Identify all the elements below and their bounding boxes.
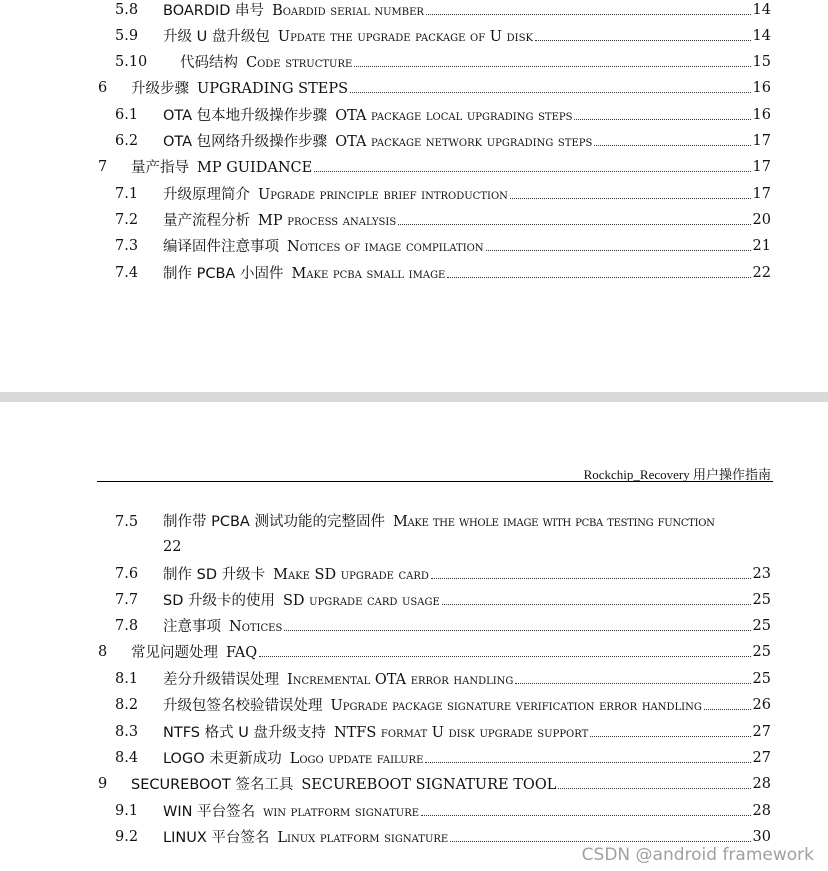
toc-entry[interactable] bbox=[0, 131, 828, 151]
toc-entry-title-cn: 代码结构 bbox=[180, 55, 238, 71]
toc-dot-leader bbox=[574, 105, 751, 120]
toc-entry[interactable] bbox=[0, 184, 828, 204]
toc-dot-leader bbox=[284, 616, 751, 631]
toc-entry-title-en: Code structure bbox=[246, 55, 353, 71]
toc-entry-page: 17 bbox=[752, 186, 771, 202]
toc-entry-number: 7.6 bbox=[115, 566, 139, 582]
toc-dot-leader bbox=[510, 184, 751, 199]
toc-entry-title bbox=[131, 642, 753, 663]
toc-entry-page: 25 bbox=[752, 618, 771, 634]
toc-entry[interactable] bbox=[0, 512, 828, 556]
toc-dot-leader bbox=[535, 26, 751, 41]
toc-dot-leader bbox=[447, 263, 751, 278]
toc-page-lower bbox=[0, 402, 828, 871]
toc-entry-number: 6 bbox=[98, 80, 108, 96]
toc-entry[interactable] bbox=[0, 78, 828, 98]
toc-entry-title bbox=[163, 590, 753, 611]
toc-entry-title-cn: WIN 平台签名 bbox=[163, 804, 256, 820]
toc-entry-page: 16 bbox=[752, 80, 771, 96]
toc-entry[interactable] bbox=[0, 263, 828, 283]
toc-entry-title-en: Make the whole image with pcba testing function bbox=[392, 514, 715, 530]
header-doc-subtitle: 用户操作指南 bbox=[692, 468, 771, 483]
toc-entry-page: 16 bbox=[752, 107, 771, 123]
toc-entry[interactable] bbox=[0, 105, 828, 125]
toc-entry-title-cn: SD 升级卡的使用 bbox=[163, 593, 275, 609]
toc-entry[interactable] bbox=[0, 695, 828, 715]
toc-entry-number: 7.3 bbox=[115, 238, 139, 254]
toc-entry-number: 7 bbox=[98, 159, 108, 175]
toc-entry-title-cn: OTA 包本地升级操作步骤 bbox=[163, 108, 328, 124]
toc-entry-title-en: UPGRADING STEPS bbox=[197, 81, 349, 97]
toc-entry-title bbox=[163, 512, 715, 532]
toc-entry-number: 7.7 bbox=[115, 592, 139, 608]
toc-entry-title-en: Linux platform signature bbox=[277, 830, 449, 846]
toc-entry-title bbox=[163, 669, 753, 690]
toc-entry-title-en: OTA package network upgrading steps bbox=[335, 134, 593, 150]
page-separator bbox=[0, 392, 828, 402]
toc-entry-number: 7.1 bbox=[115, 186, 139, 202]
toc-entry-page: 28 bbox=[752, 776, 771, 792]
toc-entry-title-en: Logo update failure bbox=[289, 751, 424, 767]
toc-entry-title bbox=[163, 801, 753, 822]
toc-dot-leader bbox=[426, 0, 751, 15]
toc-entry-title-cn: 升级 U 盘升级包 bbox=[163, 29, 270, 45]
toc-dot-leader bbox=[450, 827, 751, 842]
toc-entry-title bbox=[163, 131, 753, 152]
toc-entry-title-cn: LINUX 平台签名 bbox=[163, 830, 270, 846]
toc-entry[interactable] bbox=[0, 590, 828, 610]
toc-entry-title-en: MP process analysis bbox=[258, 213, 397, 229]
toc-entry[interactable] bbox=[0, 157, 828, 177]
toc-entry-title-cn: 制作 SD 升级卡 bbox=[163, 567, 266, 583]
toc-entry-title-en: SECUREBOOT SIGNATURE TOOL bbox=[301, 777, 557, 793]
toc-entry-page: 17 bbox=[752, 133, 771, 149]
toc-entry-title-en: OTA package local upgrading steps bbox=[335, 108, 573, 124]
toc-dot-leader bbox=[421, 801, 751, 816]
toc-entry[interactable] bbox=[0, 774, 828, 794]
toc-entry-title bbox=[163, 722, 753, 743]
toc-dot-leader bbox=[442, 590, 751, 605]
toc-entry-number: 5.8 bbox=[115, 2, 139, 18]
toc-entry[interactable] bbox=[0, 26, 828, 46]
toc-entry-number: 7.4 bbox=[115, 265, 139, 281]
toc-entry-title bbox=[131, 157, 753, 178]
toc-entry-number: 5.9 bbox=[115, 28, 139, 44]
toc-entry-title-cn: LOGO 未更新成功 bbox=[163, 751, 282, 767]
toc-entry-page: 25 bbox=[752, 644, 771, 660]
toc-entry-title-en: MP GUIDANCE bbox=[197, 160, 313, 176]
toc-entry-number: 7.8 bbox=[115, 618, 139, 634]
toc-page-upper bbox=[0, 0, 828, 392]
toc-entry-title-cn: OTA 包网络升级操作步骤 bbox=[163, 134, 328, 150]
toc-entry-title-en: Upgrade principle brief introduction bbox=[258, 187, 508, 203]
toc-entry-page: 14 bbox=[752, 2, 771, 18]
toc-dot-leader bbox=[398, 210, 751, 225]
toc-entry-title-cn: 制作带 PCBA 测试功能的完整固件 bbox=[163, 514, 385, 530]
toc-dot-leader bbox=[354, 52, 751, 67]
toc-entry-number: 8.3 bbox=[115, 724, 139, 740]
toc-entry-page: 23 bbox=[752, 566, 771, 582]
toc-entry-number: 9 bbox=[98, 776, 108, 792]
toc-entry-page: 22 bbox=[163, 539, 182, 555]
toc-dot-leader bbox=[314, 157, 751, 172]
toc-entry-page: 25 bbox=[752, 671, 771, 687]
toc-entry-title-en: Notices bbox=[229, 619, 283, 635]
toc-entry-title bbox=[163, 184, 753, 205]
toc-entry-title bbox=[163, 263, 753, 284]
toc-entry-page: 27 bbox=[752, 724, 771, 740]
toc-entry-title-en: FAQ bbox=[226, 645, 258, 661]
toc-entry-title-en: Incremental OTA error handling bbox=[287, 672, 514, 688]
toc-entry-title bbox=[163, 105, 753, 126]
toc-entry-title-cn: 差分升级错误处理 bbox=[163, 672, 279, 688]
toc-entry-title-cn: 升级步骤 bbox=[131, 81, 189, 97]
toc-entry[interactable] bbox=[0, 801, 828, 821]
toc-entry-title-en: Upgrade package signature verification error handling bbox=[330, 698, 702, 714]
toc-dot-leader bbox=[425, 748, 751, 763]
toc-entry-title-cn: 编译固件注意事项 bbox=[163, 239, 279, 255]
toc-entry-page: 22 bbox=[752, 265, 771, 281]
toc-dot-leader bbox=[704, 695, 751, 710]
toc-entry-title-cn: SECUREBOOT 签名工具 bbox=[131, 777, 294, 793]
toc-entry-page: 28 bbox=[752, 803, 771, 819]
toc-entry-number: 8 bbox=[98, 644, 108, 660]
toc-entry-title bbox=[131, 774, 753, 795]
toc-entry-title-cn: 注意事项 bbox=[163, 619, 221, 635]
toc-entry-title-cn: NTFS 格式 U 盘升级支持 bbox=[163, 725, 326, 741]
toc-dot-leader bbox=[594, 131, 751, 146]
toc-entry-title-en: Make pcba small image bbox=[291, 266, 446, 282]
toc-entry-page: 27 bbox=[752, 750, 771, 766]
toc-entry[interactable] bbox=[0, 0, 828, 20]
toc-entry-title-cn: 升级包签名校验错误处理 bbox=[163, 698, 323, 714]
toc-entry-title-en: SD upgrade card usage bbox=[282, 593, 440, 609]
toc-entry-title-en: win platform signature bbox=[263, 804, 420, 820]
toc-entry-number: 7.2 bbox=[115, 212, 139, 228]
header-rule bbox=[97, 481, 773, 482]
toc-dot-leader bbox=[486, 236, 751, 251]
toc-entry-number: 6.1 bbox=[115, 107, 139, 123]
toc-entry-title bbox=[163, 695, 753, 716]
toc-entry-title bbox=[163, 564, 753, 585]
toc-entry[interactable] bbox=[0, 722, 828, 742]
toc-entry-title bbox=[163, 26, 753, 47]
watermark: CSDN @android framework bbox=[581, 845, 814, 865]
toc-entry-title bbox=[163, 616, 753, 637]
toc-entry-page: 25 bbox=[752, 592, 771, 608]
toc-entry-title-cn: 量产流程分析 bbox=[163, 213, 250, 229]
toc-entry-title bbox=[180, 52, 753, 73]
toc-entry[interactable] bbox=[0, 52, 828, 72]
toc-entry-page: 21 bbox=[752, 238, 771, 254]
toc-dot-leader bbox=[515, 669, 751, 684]
toc-entry-title-en: Update the upgrade package of U disk bbox=[277, 29, 533, 45]
toc-dot-leader bbox=[558, 774, 751, 789]
toc-entry[interactable] bbox=[0, 669, 828, 689]
toc-dot-leader bbox=[431, 564, 751, 579]
toc-entry[interactable] bbox=[0, 564, 828, 584]
toc-entry-number: 5.10 bbox=[115, 54, 148, 70]
toc-entry-page: 15 bbox=[752, 54, 771, 70]
toc-entry[interactable] bbox=[0, 210, 828, 230]
toc-entry-title-cn: 制作 PCBA 小固件 bbox=[163, 266, 284, 282]
toc-entry-number: 9.1 bbox=[115, 803, 139, 819]
toc-entry-title bbox=[163, 236, 753, 257]
toc-entry-title bbox=[163, 0, 753, 21]
toc-entry-number: 9.2 bbox=[115, 829, 139, 845]
toc-entry-page: 20 bbox=[752, 212, 771, 228]
toc-entry-page: 17 bbox=[752, 159, 771, 175]
toc-entry[interactable] bbox=[0, 827, 828, 847]
toc-entry-title bbox=[163, 748, 753, 769]
toc-entry-title bbox=[163, 210, 753, 231]
toc-entry-number: 6.2 bbox=[115, 133, 139, 149]
toc-entry-page: 26 bbox=[752, 697, 771, 713]
toc-entry-page: 14 bbox=[752, 28, 771, 44]
toc-entry[interactable] bbox=[0, 748, 828, 768]
toc-entry-title-en: Make SD upgrade card bbox=[273, 567, 429, 583]
toc-entry-number: 8.4 bbox=[115, 750, 139, 766]
toc-entry-title-cn: 量产指导 bbox=[131, 160, 189, 176]
toc-entry-title-cn: 升级原理简介 bbox=[163, 187, 250, 203]
toc-entry[interactable] bbox=[0, 236, 828, 256]
toc-entry-number: 7.5 bbox=[115, 514, 139, 530]
toc-entry-title-cn: 常见问题处理 bbox=[131, 645, 218, 661]
header-doc-name: Rockchip_Recovery bbox=[583, 467, 690, 482]
toc-entry-title bbox=[131, 78, 753, 99]
toc-entry-number: 8.2 bbox=[115, 697, 139, 713]
toc-entry[interactable] bbox=[0, 616, 828, 636]
toc-entry-title-cn: BOARDID 串号 bbox=[163, 3, 265, 19]
toc-entry-title-en: Notices of image compilation bbox=[287, 239, 484, 255]
toc-entry-page: 30 bbox=[752, 829, 771, 845]
toc-dot-leader bbox=[350, 78, 751, 93]
toc-entry[interactable] bbox=[0, 642, 828, 662]
toc-entry-title-en: NTFS format U disk upgrade support bbox=[333, 725, 589, 741]
toc-entry-title-en: Boardid serial number bbox=[272, 3, 424, 19]
toc-dot-leader bbox=[259, 642, 751, 657]
toc-entry-number: 8.1 bbox=[115, 671, 139, 687]
toc-dot-leader bbox=[590, 722, 751, 737]
